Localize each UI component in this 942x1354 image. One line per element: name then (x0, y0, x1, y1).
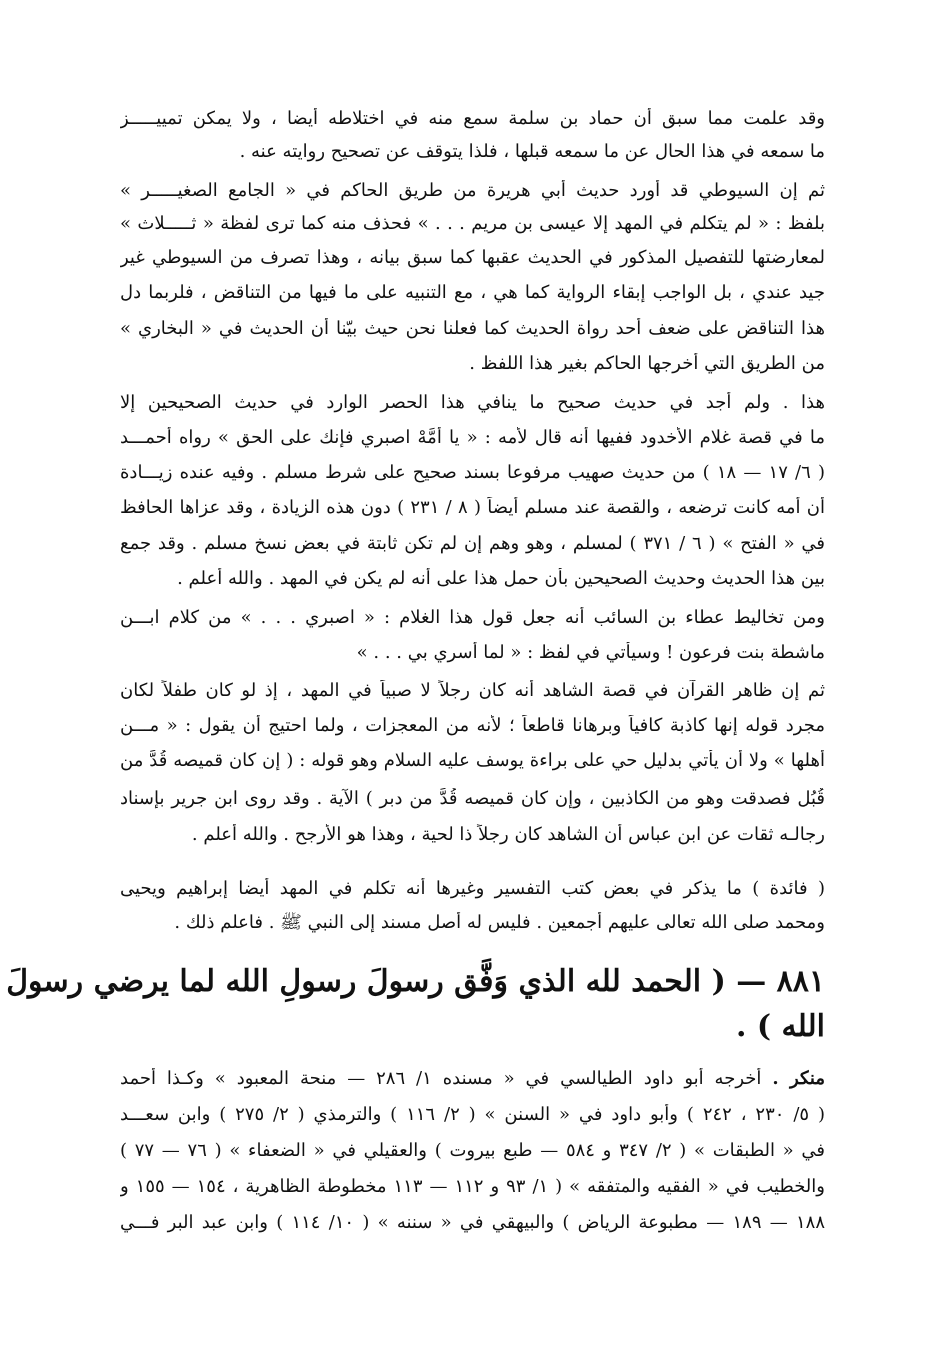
text-line: جيد عندي ، بل الواجب إبقاء الرواية كما هي ، مع التنبيه على ما فيها من التناقض ، فلربما دل (120, 282, 825, 303)
verdict-label: منكر . (772, 1068, 825, 1089)
text-line: ما في قصة غلام الأخدود ففيها أنه قال لأمه : « يا أمَّهْ اصبري فإنك على الحق » رواه أحمـــد (120, 427, 825, 448)
text-line: ومحمد صلى الله تعالى عليهم أجمعين . فليس له أصل مسند إلى النبي ﷺ . فاعلم ذلك . (174, 912, 825, 933)
text-line: ثم إن ظاهر القرآن في قصة الشاهد أنه كان رجلاً لا صبياً في المهد ، إذ لو كان طفلاً لكان (120, 680, 825, 701)
text-line: أن أمه كانت ترضعه ، والقصة عند مسلم أيضاً ( ٨ / ٢٣١ ) دون هذه الزيادة ، وقد عزاها الحافظ (120, 497, 825, 518)
text-line: هذا . ولم أجد في حديث صحيح ما ينافي هذا الحصر الوارد في حديث الصحيحين إلا (120, 392, 825, 413)
text-line: ماشطة بنت فرعون ! وسيأتي في لفظ : « لما أسري بي . . . » (356, 642, 825, 663)
takhrij-line: ١٨٨ — ١٨٩ — مطبوعة الرياض ) والبيهقي في « سننه » ( ١٠/ ١١٤ ) وابن عبد البر فـــي (120, 1212, 825, 1233)
text-line: من الطريق التي أخرجها الحاكم بغير هذا اللفظ . (469, 353, 825, 374)
takhrij-line: والخطيب في « الفقيه والمتفقه » ( ١/ ٩٣ و ١١٢ — ١١٣ مخطوطة الظاهرية ، ١٥٤ — ١٥٥ و (120, 1176, 825, 1197)
takhrij-line: في « الطبقات » ( ٢/ ٣٤٧ و ٥٨٤ — طبع بيروت ) والعقيلي في « الضعفاء » ( ٧٦ — ٧٧ ) (120, 1140, 825, 1161)
text-line: ( فائدة ) ما يذكر في بعض كتب التفسير وغيرها أنه تكلم في المهد أيضا إبراهيم ويحيى (120, 878, 825, 899)
takhrij-text: أخرجه أبو داود الطيالسي في « مسنده ١/ ٢٨٦ — منحة المعبود » وكـذا أحمد (120, 1068, 762, 1089)
text-line: وقد علمت مما سبق أن حماد بن سلمة سمع منه في اختلاطه أيضا ، ولا يمكن تمييـــــز (120, 108, 825, 129)
text-line: هذا التناقض على ضعف أحد رواة الحديث كما فعلنا نحن حيث بيّنا أن الحديث في « البخاري » (120, 318, 825, 339)
text-line: في « الفتح » ( ٦ / ٣٧١ ) لمسلم ، وهو وهم إن لم تكن ثابتة في بعض نسخ مسلم . وقد جمع (120, 533, 825, 554)
text-line: بلفظ : « لم يتكلم في المهد إلا عيسى بن مريم . . . » فحذف منه كما ترى لفظة « ثـــــلاث » (120, 213, 825, 234)
text-line: ( ٦/ ١٧ — ١٨ ) من حديث صهيب مرفوعا بسند صحيح على شرط مسلم . وفيه عنده زيـــادة (120, 462, 825, 483)
text-line: ما سمعه في هذا الحال عن ما سمعه قبلها ، فلذا يتوقف عن تصحيح روايته عنه . (239, 141, 825, 162)
takhrij-line (120, 1068, 825, 1091)
hadith-title-continuation: الله ) . (735, 1009, 825, 1044)
text-line: بين هذا الحديث وحديث الصحيحين بأن حمل هذا على أنه لم يكن في المهد . والله أعلم . (177, 568, 825, 589)
text-line: قُبُل فصدقت وهو من الكاذبين ، وإن كان قميصه قُدَّ من دبر ) الآية . وقد روى ابن جرير بإسناد (120, 788, 825, 809)
hadith-title: ٨٨١ — ( الحمد لله الذي وَفَّق رسولَ رسولِ الله لما يرضي رسولَ (6, 964, 825, 999)
takhrij-line: ( ٥/ ٢٣٠ ، ٢٤٢ ) وأبو داود في « السنن » ( ٢/ ١١٦ ) والترمذي ( ٢/ ٢٧٥ ) وابن سعـــد (120, 1104, 825, 1125)
text-line: أهلها » ولا أن يأتي بدليل حي على براءة يوسف عليه السلام وهو قوله : ( إن كان قميصه قُدَّ من (120, 750, 825, 771)
text-line: لمعارضتها للتفصيل المذكور في الحديث عقبها كما سبق بيانه ، وهذا تصرف من السيوطي غير (120, 247, 825, 268)
text-line: ثم إن السيوطي قد أورد حديث أبي هريرة من طريق الحاكم في « الجامع الصغيـــــر » (120, 180, 825, 201)
text-line: رجالـه ثقات عن ابن عباس أن الشاهد كان رجلاً ذا لحية ، وهذا هو الأرجح . والله أعلم . (191, 824, 825, 845)
text-line: مجرد قوله إنها كاذبة كافياً وبرهانا قاطعاً ؛ لأنه من المعجزات ، ولما احتيج أن يقول : « مـــن (120, 715, 825, 736)
text-line: ومن تخاليط عطاء بن السائب أنه جعل قول هذا الغلام : « اصبري . . . » من كلام ابـــن (120, 607, 825, 628)
